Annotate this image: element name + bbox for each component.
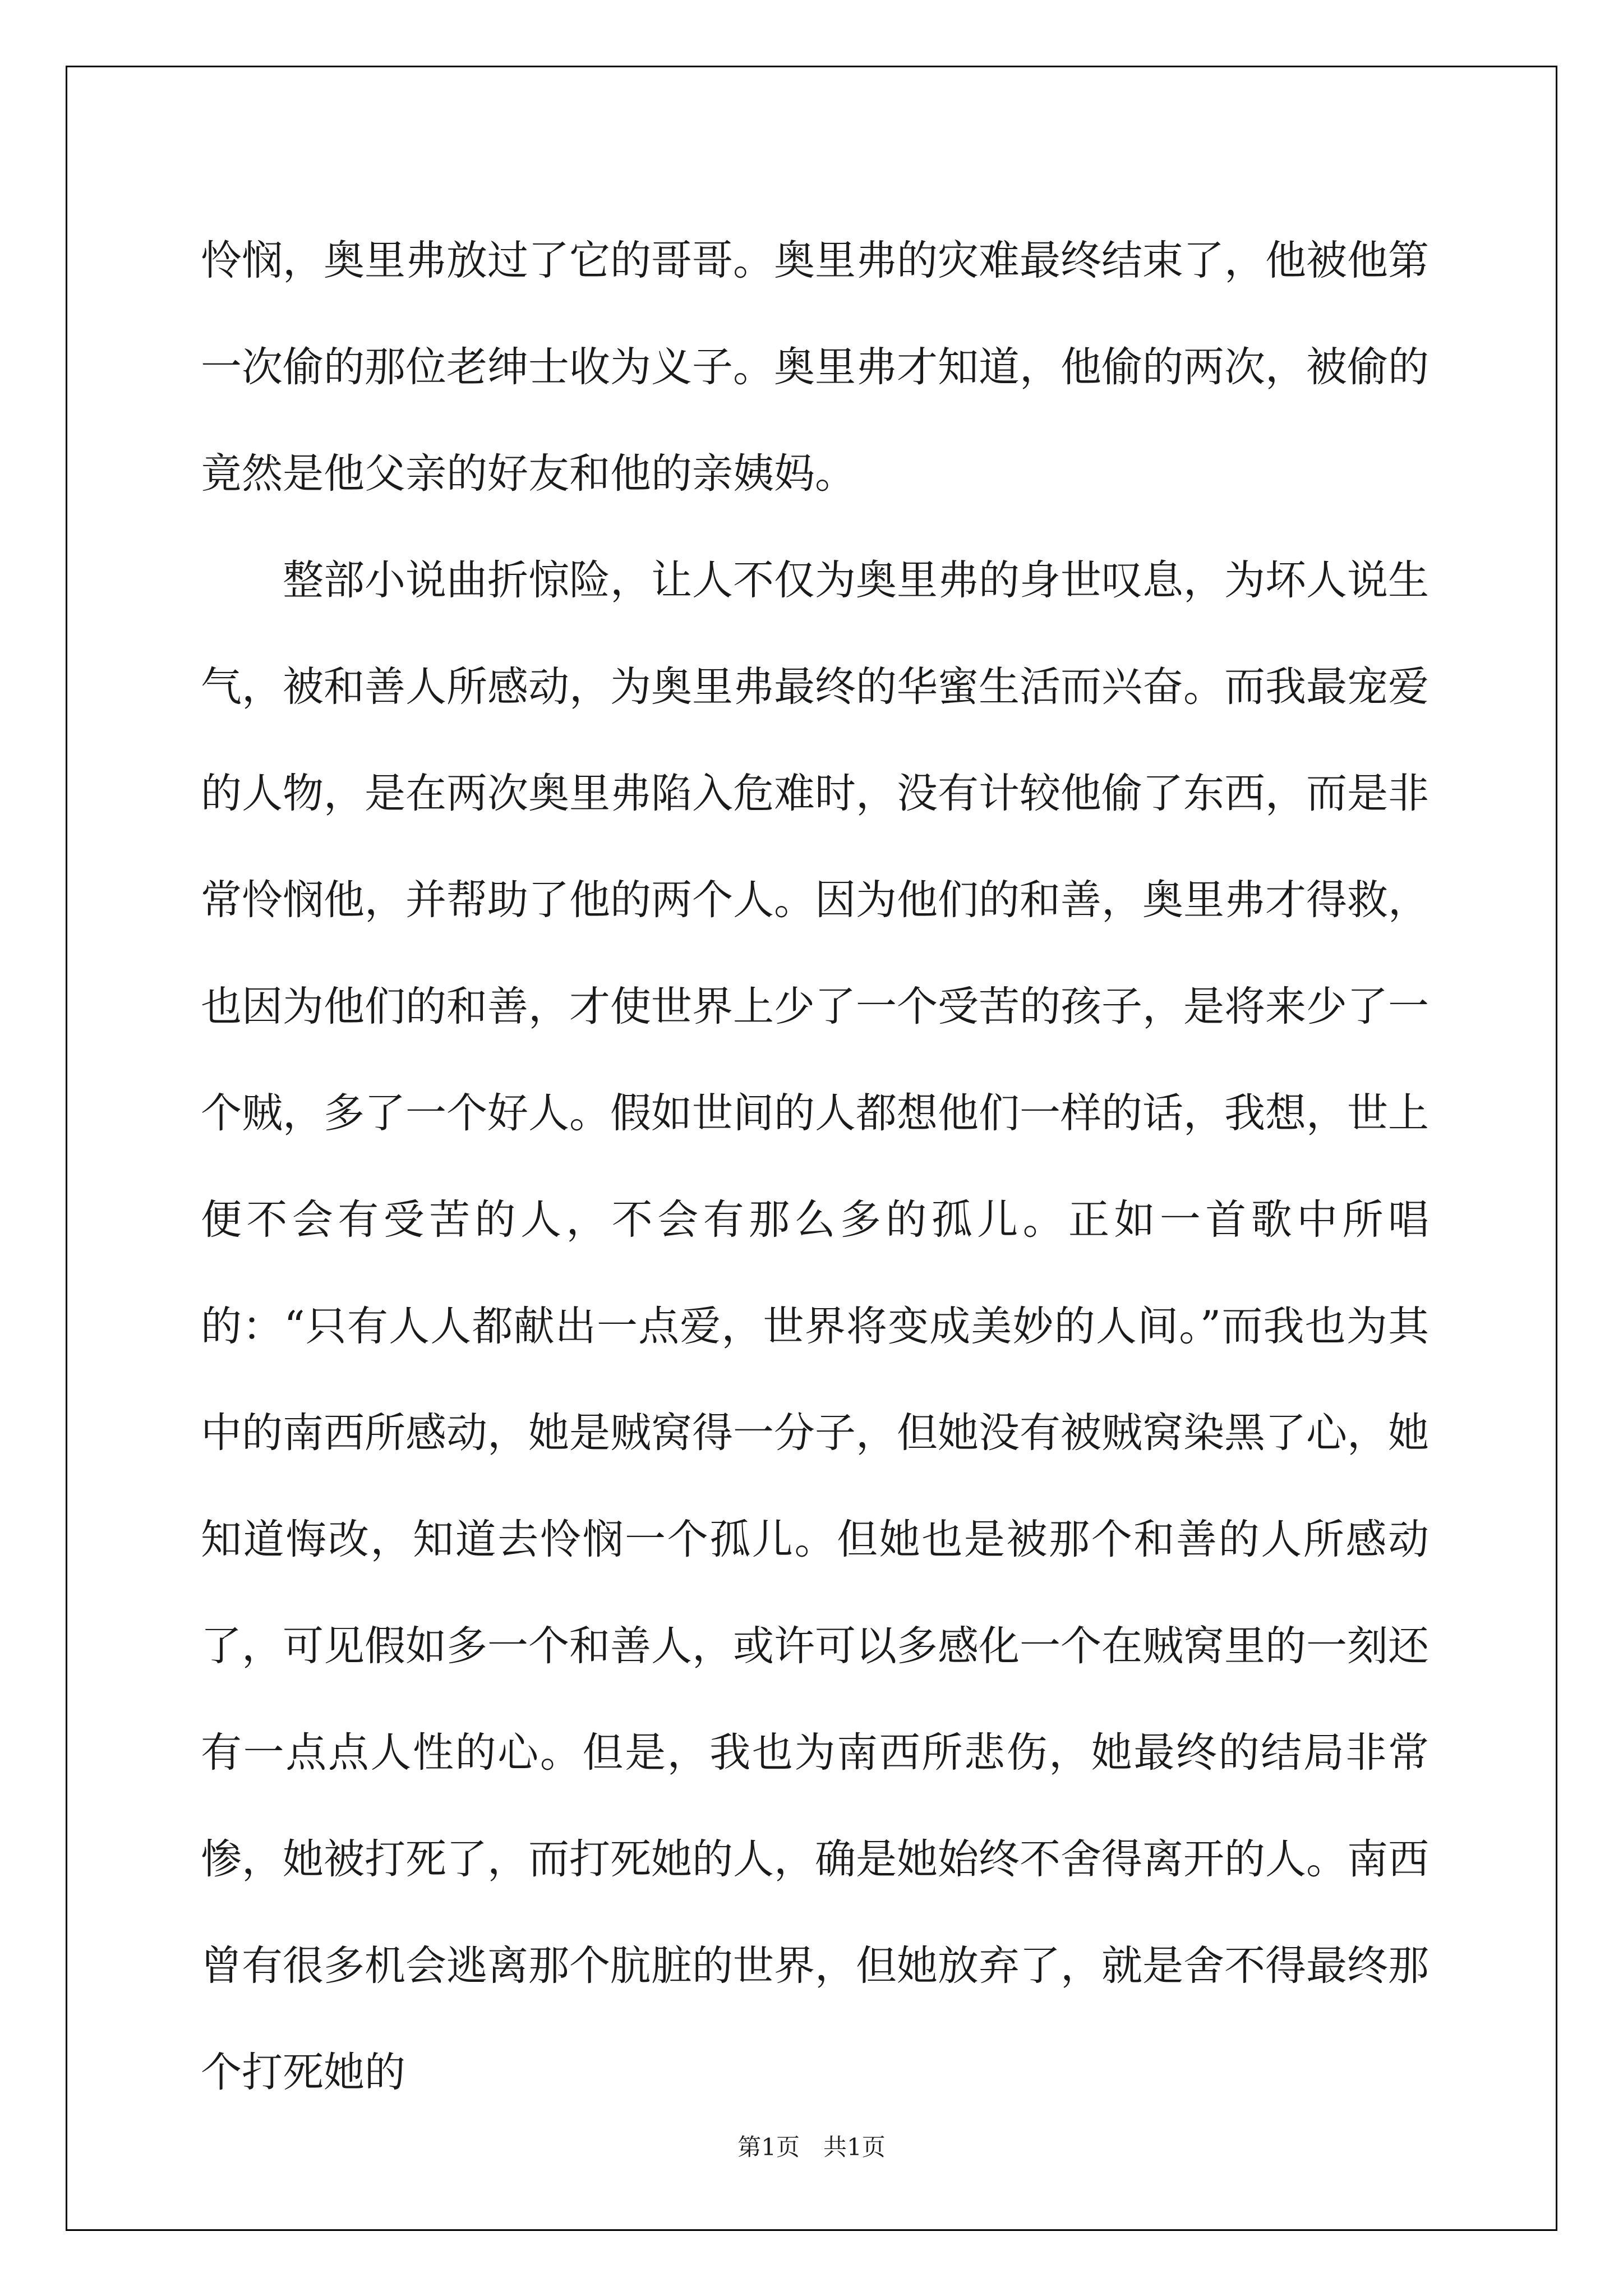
paragraph-2: 整部小说曲折惊险，让人不仅为奥里弗的身世叹息，为坏人说生气，被和善人所感动，为奥里弗最终的华蜜生活而兴奋。而我最宠爱的人物，是在两次奥里弗陷入危难时，没有计较他偷了东西，而是非常怜悯他，并帮助了他的两个人。因为他们的和善，奥里弗才得救，也因为他们的和善，才使世界上少了一个受苦的孩子，是将来少了一个贼，多了一个好人。假如世间的人都想他们一样的话，我想，世上便不会有受苦的人，不会有那么多的孤儿。正如一首歌中所唱的：“只有人人都献出一点爱，世界将变成美妙的人间。”而我也为其中的南西所感动，她是贼窝得一分子，但她没有被贼窝染黑了心，她知道悔改，知道去怜悯一个孤儿。但她也是被那个和善的人所感动了，可见假如多一个和善人，或许可以多感化一个在贼窝里的一刻还有一点点人性的心。但是，我也为南西所悲伤，她最终的结局非常惨，她被打死了，而打死她的人，确是她始终不舍得离开的人。南西曾有很多机会逃离那个肮脏的世界，但她放弃了，就是舍不得最终那个打死她的 xyxy=(201,556,1429,2096)
page-footer: 第1页 共1页 xyxy=(737,2133,886,2161)
document-body xyxy=(201,208,1429,2126)
paragraph-1: 怜悯，奥里弗放过了它的哥哥。奥里弗的灾难最终结束了，他被他第一次偷的那位老绅士收为义子。奥里弗才知道，他偷的两次，被偷的竟然是他父亲的好友和他的亲姨妈。 xyxy=(201,237,1429,498)
